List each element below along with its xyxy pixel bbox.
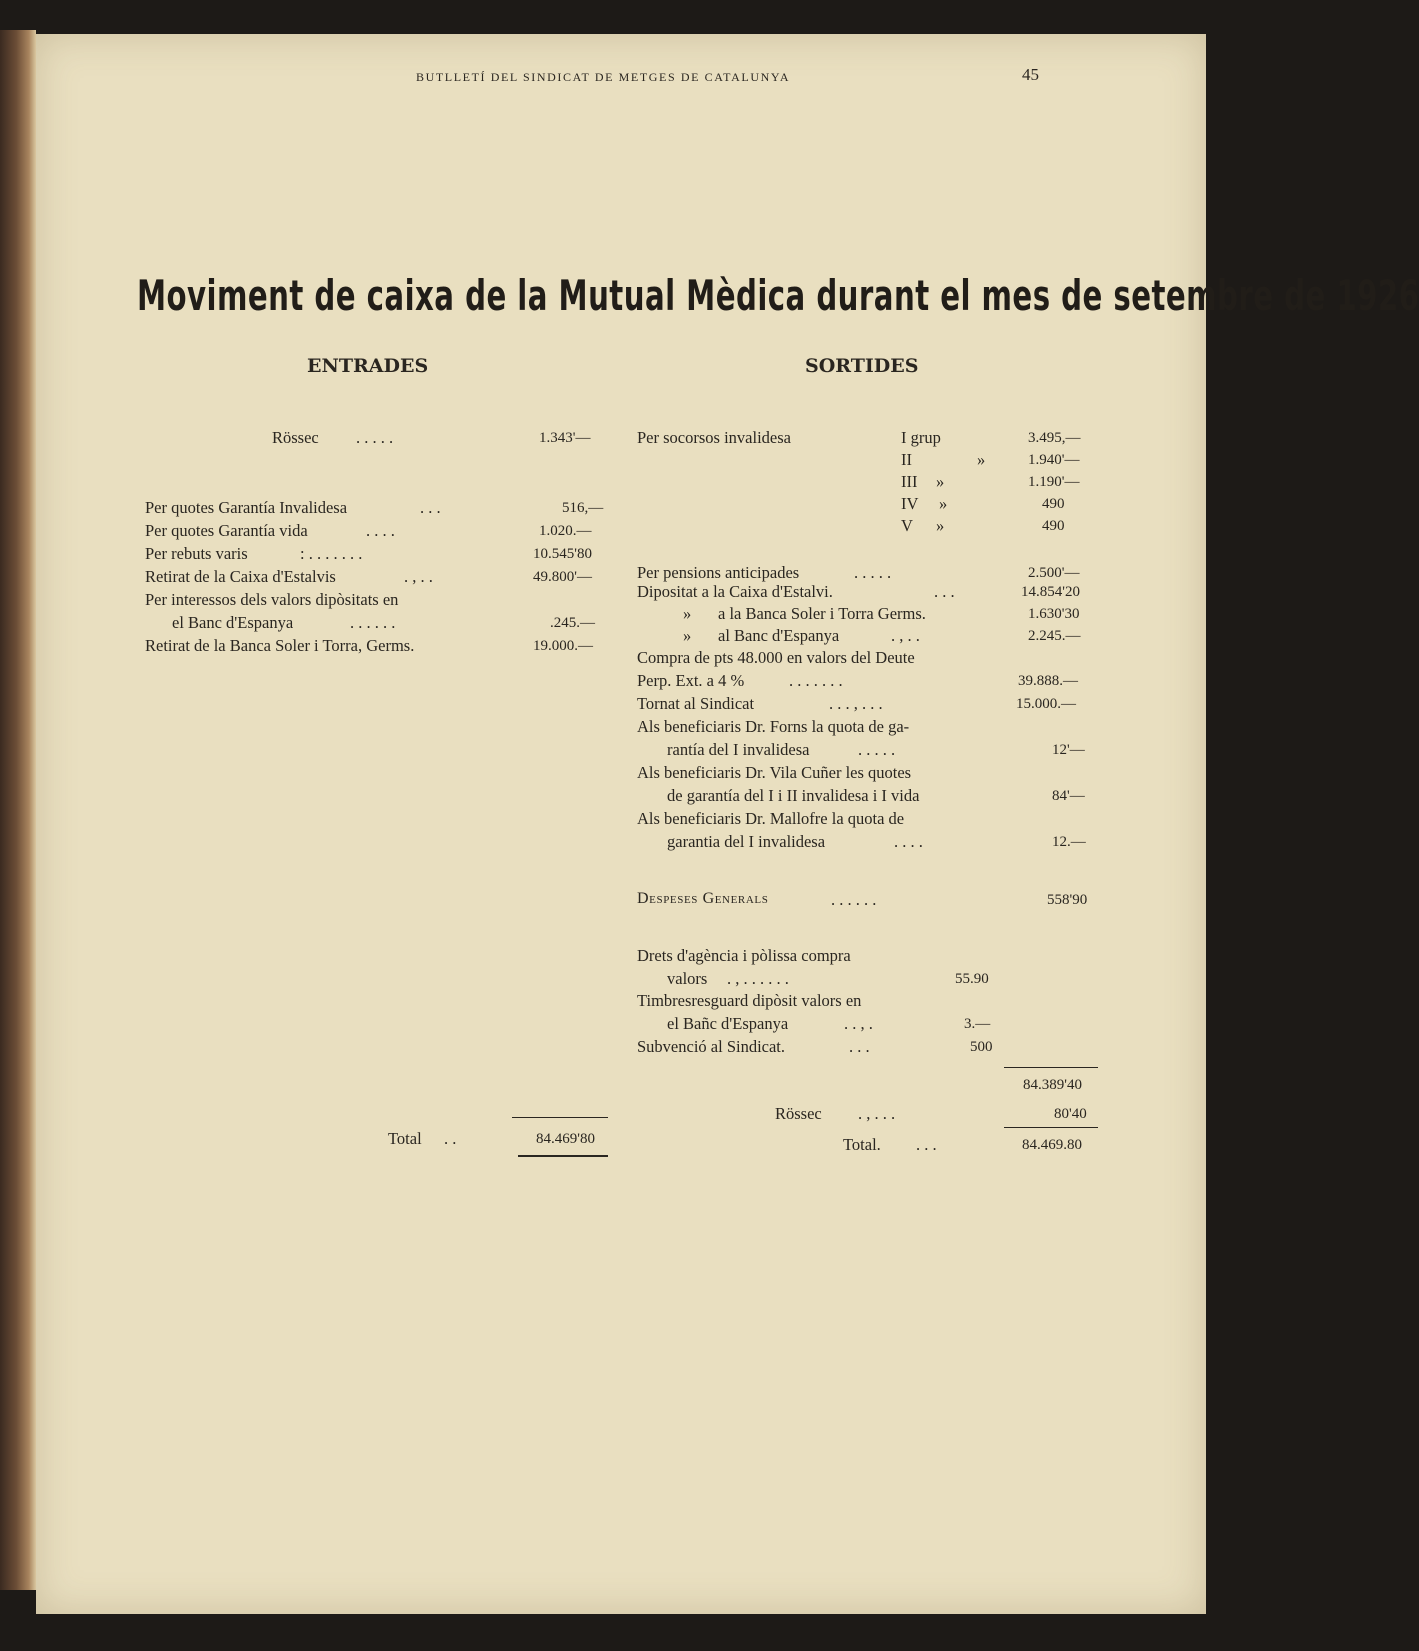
grup-mark: » [936, 472, 945, 491]
pensions-value: 2.500'— [1028, 565, 1080, 581]
forns-line1: Als beneficiaris Dr. Forns la quota de ga- [637, 717, 910, 736]
grup-mark: » [939, 494, 948, 513]
page-number: 45 [1022, 65, 1039, 84]
mallofre-dots: . . . . [894, 832, 923, 851]
entrades-total-dots: . . [444, 1129, 457, 1148]
entrades-item-value: .245.— [550, 615, 595, 631]
mallofre-line2: garantia del I invalidesa [667, 832, 826, 851]
diposit-soler-mark: » [683, 604, 692, 623]
running-title: BUTLLETÍ DEL SINDICAT DE METGES DE CATALUNYA [416, 70, 791, 84]
timbres-line2: el Bañc d'Espanya [667, 1014, 789, 1033]
entrades-item-label: Per quotes Garantía Invalidesa [145, 498, 348, 517]
grup-label: I grup [901, 428, 941, 447]
forns-dots: . . . . . [858, 740, 896, 759]
entrades-total-value: 84.469'80 [536, 1131, 595, 1147]
subvencio-dots: . . . [849, 1037, 870, 1056]
grup-value: 3.495,— [1028, 430, 1081, 446]
sortides-rossec-label: Rössec [775, 1104, 822, 1123]
entrades-item-value: 516,— [562, 500, 604, 516]
diposit-caixa-dots: . . . [934, 582, 955, 601]
entrades-item-value: 1.020.— [539, 523, 592, 539]
diposit-banc-mark: » [683, 626, 692, 645]
diposit-soler-value: 1.630'30 [1028, 606, 1080, 622]
pensions-dots: . . . . . [854, 563, 892, 582]
drets-value: 55.90 [955, 971, 989, 987]
entrades-item-value: 10.545'80 [533, 546, 592, 562]
grup-value: 490 [1042, 496, 1065, 512]
entrades-rossec-dots: . . . . . [356, 428, 394, 447]
grup-label: II [901, 450, 912, 469]
entrades-item-dots: . , . . [404, 567, 433, 586]
entrades-total-rule [512, 1117, 608, 1118]
despeses-value: 558'90 [1047, 892, 1088, 908]
vila-value: 84'— [1052, 788, 1085, 804]
diposit-banc-dots: . , . . [891, 626, 920, 645]
drets-line1: Drets d'agència i pòlissa compra [637, 946, 851, 965]
entrades-item-label: Retirat de la Banca Soler i Torra, Germs. [145, 636, 415, 655]
entrades-item-dots: . . . [420, 498, 441, 517]
tornat-value: 15.000.— [1016, 696, 1076, 712]
entrades-item-label: Per interessos dels valors dipòsitats en [145, 590, 399, 609]
entrades-item-label: Per quotes Garantía vida [145, 521, 308, 540]
despeses-label: Despeses Generals [637, 890, 769, 907]
diposit-caixa-label: Dipositat a la Caixa d'Estalvi. [637, 582, 833, 601]
diposit-caixa-value: 14.854'20 [1021, 584, 1080, 600]
entrades-total-underline [518, 1155, 608, 1157]
grup-value: 490 [1042, 518, 1065, 534]
grup-label: III [901, 472, 918, 491]
entrades-rossec-value: 1.343'— [539, 430, 591, 446]
sortides-rossec-dots: . , . . . [858, 1104, 896, 1123]
entrades-rossec-label: Rössec [272, 428, 319, 447]
entrades-item-value: 49.800'— [533, 569, 592, 585]
forns-line2: rantía del I invalidesa [667, 740, 810, 759]
page [36, 34, 1419, 1614]
grup-value: 1.940'— [1028, 452, 1080, 468]
entrades-item-dots: . . . . [366, 521, 395, 540]
entrades-total-label: Total [388, 1129, 422, 1148]
sortides-subtotal: 84.389'40 [1023, 1077, 1082, 1093]
sortides-total-value: 84.469.80 [1022, 1137, 1082, 1153]
diposit-banc-label: al Banc d'Espanya [718, 626, 840, 645]
entrades-item-label: Retirat de la Caixa d'Estalvis [145, 567, 336, 586]
tornat-dots: . . . , . . . [829, 694, 883, 713]
diposit-soler-label: a la Banca Soler i Torra Germs. [718, 604, 926, 623]
timbres-dots: . . , . [844, 1014, 873, 1033]
compra-value: 39.888.— [1018, 673, 1078, 689]
sortides-total-dots: . . . [916, 1135, 937, 1154]
vila-line2: de garantía del I i II invalidesa i I vida [667, 786, 920, 805]
grup-label: IV [901, 494, 919, 513]
compra-dots: . . . . . . . [789, 671, 843, 690]
tornat-label: Tornat al Sindicat [637, 694, 755, 713]
vila-line1: Als beneficiaris Dr. Vila Cuñer les quotes [637, 763, 912, 782]
grup-mark: » [936, 516, 945, 535]
entrades-item-dots: : . . . . . . . [300, 544, 363, 563]
socorsos-label: Per socorsos invalidesa [637, 428, 791, 447]
entrades-item-label: Per rebuts varis [145, 544, 248, 563]
compra-line1: Compra de pts 48.000 en valors del Deute [637, 648, 915, 667]
grup-label: V [901, 516, 913, 535]
entrades-item-dots: . . . . . . [350, 613, 396, 632]
mallofre-line1: Als beneficiaris Dr. Mallofre la quota de [637, 809, 905, 828]
subvencio-label: Subvenció al Sindicat. [637, 1037, 786, 1056]
sortides-total-label: Total. [843, 1135, 881, 1154]
pensions-label: Per pensions anticipades [637, 563, 800, 582]
page-title: Moviment de caixa de la Mutual Mèdica durant el mes de setembre de 1926 [137, 272, 1419, 321]
sortides-subtotal-rule [1004, 1067, 1098, 1068]
entrades-item-value: 19.000.— [533, 638, 593, 654]
mallofre-value: 12.— [1052, 834, 1086, 850]
subvencio-value: 500 [970, 1039, 993, 1055]
timbres-line1: Timbresresguard dipòsit valors en [637, 991, 862, 1010]
drets-dots: . , . . . . . . [727, 969, 789, 988]
grup-value: 1.190'— [1028, 474, 1080, 490]
entrades-heading: ENTRADES [307, 355, 429, 377]
book-spine [0, 30, 36, 1590]
sortides-total-rule [1004, 1127, 1098, 1128]
sortides-rossec-value: 80'40 [1054, 1106, 1087, 1122]
sortides-heading: SORTIDES [805, 355, 919, 377]
grup-mark: » [977, 450, 986, 469]
timbres-value: 3.— [964, 1016, 991, 1032]
diposit-banc-value: 2.245.— [1028, 628, 1081, 644]
forns-value: 12'— [1052, 742, 1085, 758]
compra-line2: Perp. Ext. a 4 % [637, 671, 745, 690]
despeses-dots: . . . . . . [831, 890, 877, 909]
entrades-item-label: el Banc d'Espanya [172, 613, 294, 632]
drets-line2: valors [667, 969, 708, 988]
